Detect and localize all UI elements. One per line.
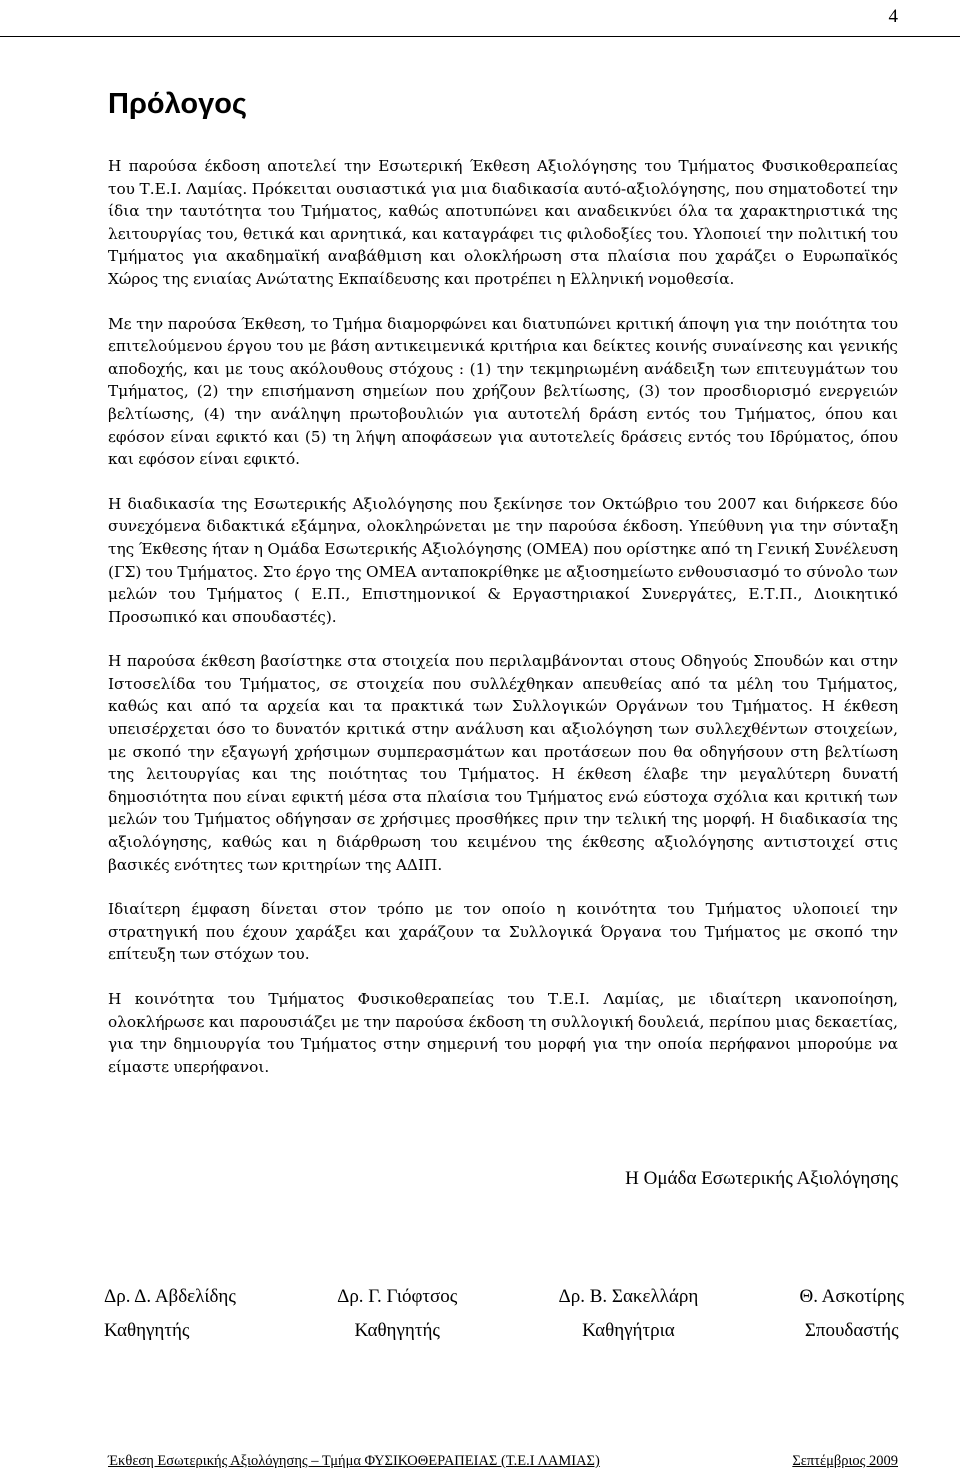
page-title: Πρόλογος [108,88,248,120]
footer-document-title: Έκθεση Εσωτερικής Αξιολόγησης – Τμήμα ΦΥΣΙΚΟΘΕΡΑΠΕΙΑΣ (Τ.Ε.Ι ΛΑΜΙΑΣ) [108,1453,600,1469]
signatory-name: Θ. Ασκοτίρης [799,1286,904,1307]
footer-date: Σεπτέμβριος 2009 [792,1453,898,1469]
signatory-name: Δρ. Γ. Γιόφτσος [337,1286,458,1307]
paragraph: Με την παρούσα Έκθεση, το Τμήμα διαμορφώνει και διατυπώνει κριτική άποψη για την ποιότητα του επιτελούμενου έργου του με βάση αντικειμενικά κριτήρια και δείκτες κοινής συναίνεσης και γενικής αποδοχής, και με τους ακόλουθους στόχους : (1) την τεκμηριωμένη ανάδειξη των επιτευγμάτων του Τμήματος, (2) την επισήμανση σημείων που χρήζουν βελτίωσης, (3) τον προσδιορισμό ενεργειών βελτίωσης, (4) την ανάληψη πρωτοβουλιών για αυτοτελή δράση εντός του Τμήματος, όπου και εφόσον είναι εφικτό και (5) τη λήψη αποφάσεων για αυτοτελείς δράσεις εντός του Ιδρύματος, όπου και εφόσον είναι εφικτό. [108,314,898,469]
signatory-name: Δρ. Β. Σακελλάρη [558,1286,699,1307]
paragraph: Η κοινότητα του Τμήματος Φυσικοθεραπείας του Τ.Ε.Ι. Λαμίας, με ιδιαίτερη ικανοποίηση, ολοκλήρωσε και παρουσιάζει με την παρούσα έκδοση τη συλλογική δουλειά, περίπου μιας δεκαετίας, για την δημιουργία του Τμήματος στην σημερινή του μορφή για την οποία περήφανοι μπορούμε να είμαστε υπερήφανοι. [108,990,898,1076]
signatory-role: Καθηγητής [104,1320,190,1341]
closing-team-name: Η Ομάδα Εσωτερικής Αξιολόγησης [625,1168,898,1189]
signatory-role: Σπουδαστής [804,1320,899,1341]
signatory [559,1280,699,1348]
paragraph: Ιδιαίτερη έμφαση δίνεται στον τρόπο με τον οποίο η κοινότητα του Τμήματος υλοποιεί την στρατηγική που έχουν χαράξει και χαράζουν τα Συλλογικά Όργανα του Τμήματος με σκοπό την επίτευξη των στόχων του. [108,900,898,964]
page-footer [108,1453,898,1470]
paragraph: Η παρούσα έκδοση αποτελεί την Εσωτερική Έκθεση Αξιολόγησης του Τμήματος Φυσικοθεραπείας του Τ.Ε.Ι. Λαμίας. Πρόκειται ουσιαστικά για μια διαδικασία αυτό-αξιολόγησης, που σηματοδοτεί την ίδια την ταυτότητα του Τμήματος, καθώς αποτυπώνει και αναδεικνύει όλα τα χαρακτηριστικά της λειτουργίας του, θετικά και αρνητικά, και καταγράφει τις φιλοδοξίες του. Υλοποιεί την πολιτική του Τμήματος για ακαδημαϊκή αναβάθμιση και ολοκλήρωση στα πλαίσια που χαράζει ο Ευρωπαϊκός Χώρος της ενιαίας Ανώτατης Εκπαίδευσης και προτρέπει η Ελληνική νομοθεσία. [108,157,898,288]
page-header [0,0,960,37]
signatory-name: Δρ. Δ. Αβδελίδης [104,1286,236,1307]
paragraph: Η διαδικασία της Εσωτερικής Αξιολόγησης που ξεκίνησε τον Οκτώβριο του 2007 και διήρκεσε δύο συνεχόμενα διδακτικά εξάμηνα, ολοκληρώνεται με την παρούσα έκδοση. Υπεύθυνη για την σύνταξη της Έκθεσης ήταν η Ομάδα Εσωτερικής Αξιολόγησης (ΟΜΕΑ) που ορίστηκε από τη Γενική Συνέλευση (ΓΣ) του Τμήματος. Στο έργο της ΟΜΕΑ ανταποκρίθηκε με αξιοσημείωτο ενθουσιασμό το σύνολο των μελών του Τμήματος ( Ε.Π., Επιστημονικοί & Εργαστηριακοί Συνεργάτες, Ε.Τ.Π., Διοικητικό Προσωπικό και σπουδαστές). [108,494,898,626]
signatory [337,1280,457,1348]
signatures [104,1280,904,1348]
signatory-role: Καθηγητής [354,1320,440,1341]
signatory [800,1280,904,1348]
body-text [108,155,898,1100]
signatory-role: Καθηγήτρια [582,1320,675,1341]
paragraph: Η παρούσα έκθεση βασίστηκε στα στοιχεία που περιλαμβάνονται στους Οδηγούς Σπουδών και στην Ιστοσελίδα του Τμήματος, σε στοιχεία που συλλέχθηκαν απευθείας από τα μέλη του Τμήματος, καθώς και από τα αρχεία και τα πρακτικά των Συλλογικών Οργάνων του Τμήματος. Η έκθεση υπεισέρχεται όσο το δυνατόν κριτικά στην ανάλυση και αξιολόγηση των συλλεχθέντων στοιχείων, με σκοπό την εξαγωγή χρήσιμων συμπερασμάτων και προτάσεων που θα οδηγήσουν στη βελτίωση της λειτουργίας και της ποιότητας του Τμήματος. Η έκθεση έλαβε την μεγαλύτερη δυνατή δημοσιότητα που είναι εφικτή μέσα στα πλαίσια του Τμήματος ενώ εύστοχα σχόλια και κριτική των μελών του Τμήματος οδήγησαν σε χρήσιμες προσθήκες πριν την τελική της μορφή. Η διαδικασία της αξιολόγησης, καθώς και η διάρθρωση του κειμένου της έκθεσης αξιολόγησης αντιστοιχεί στις βασικές ενότητες των κριτηρίων της ΑΔΙΠ. [108,652,898,874]
signatory [104,1280,236,1348]
page-number: 4 [888,6,898,27]
